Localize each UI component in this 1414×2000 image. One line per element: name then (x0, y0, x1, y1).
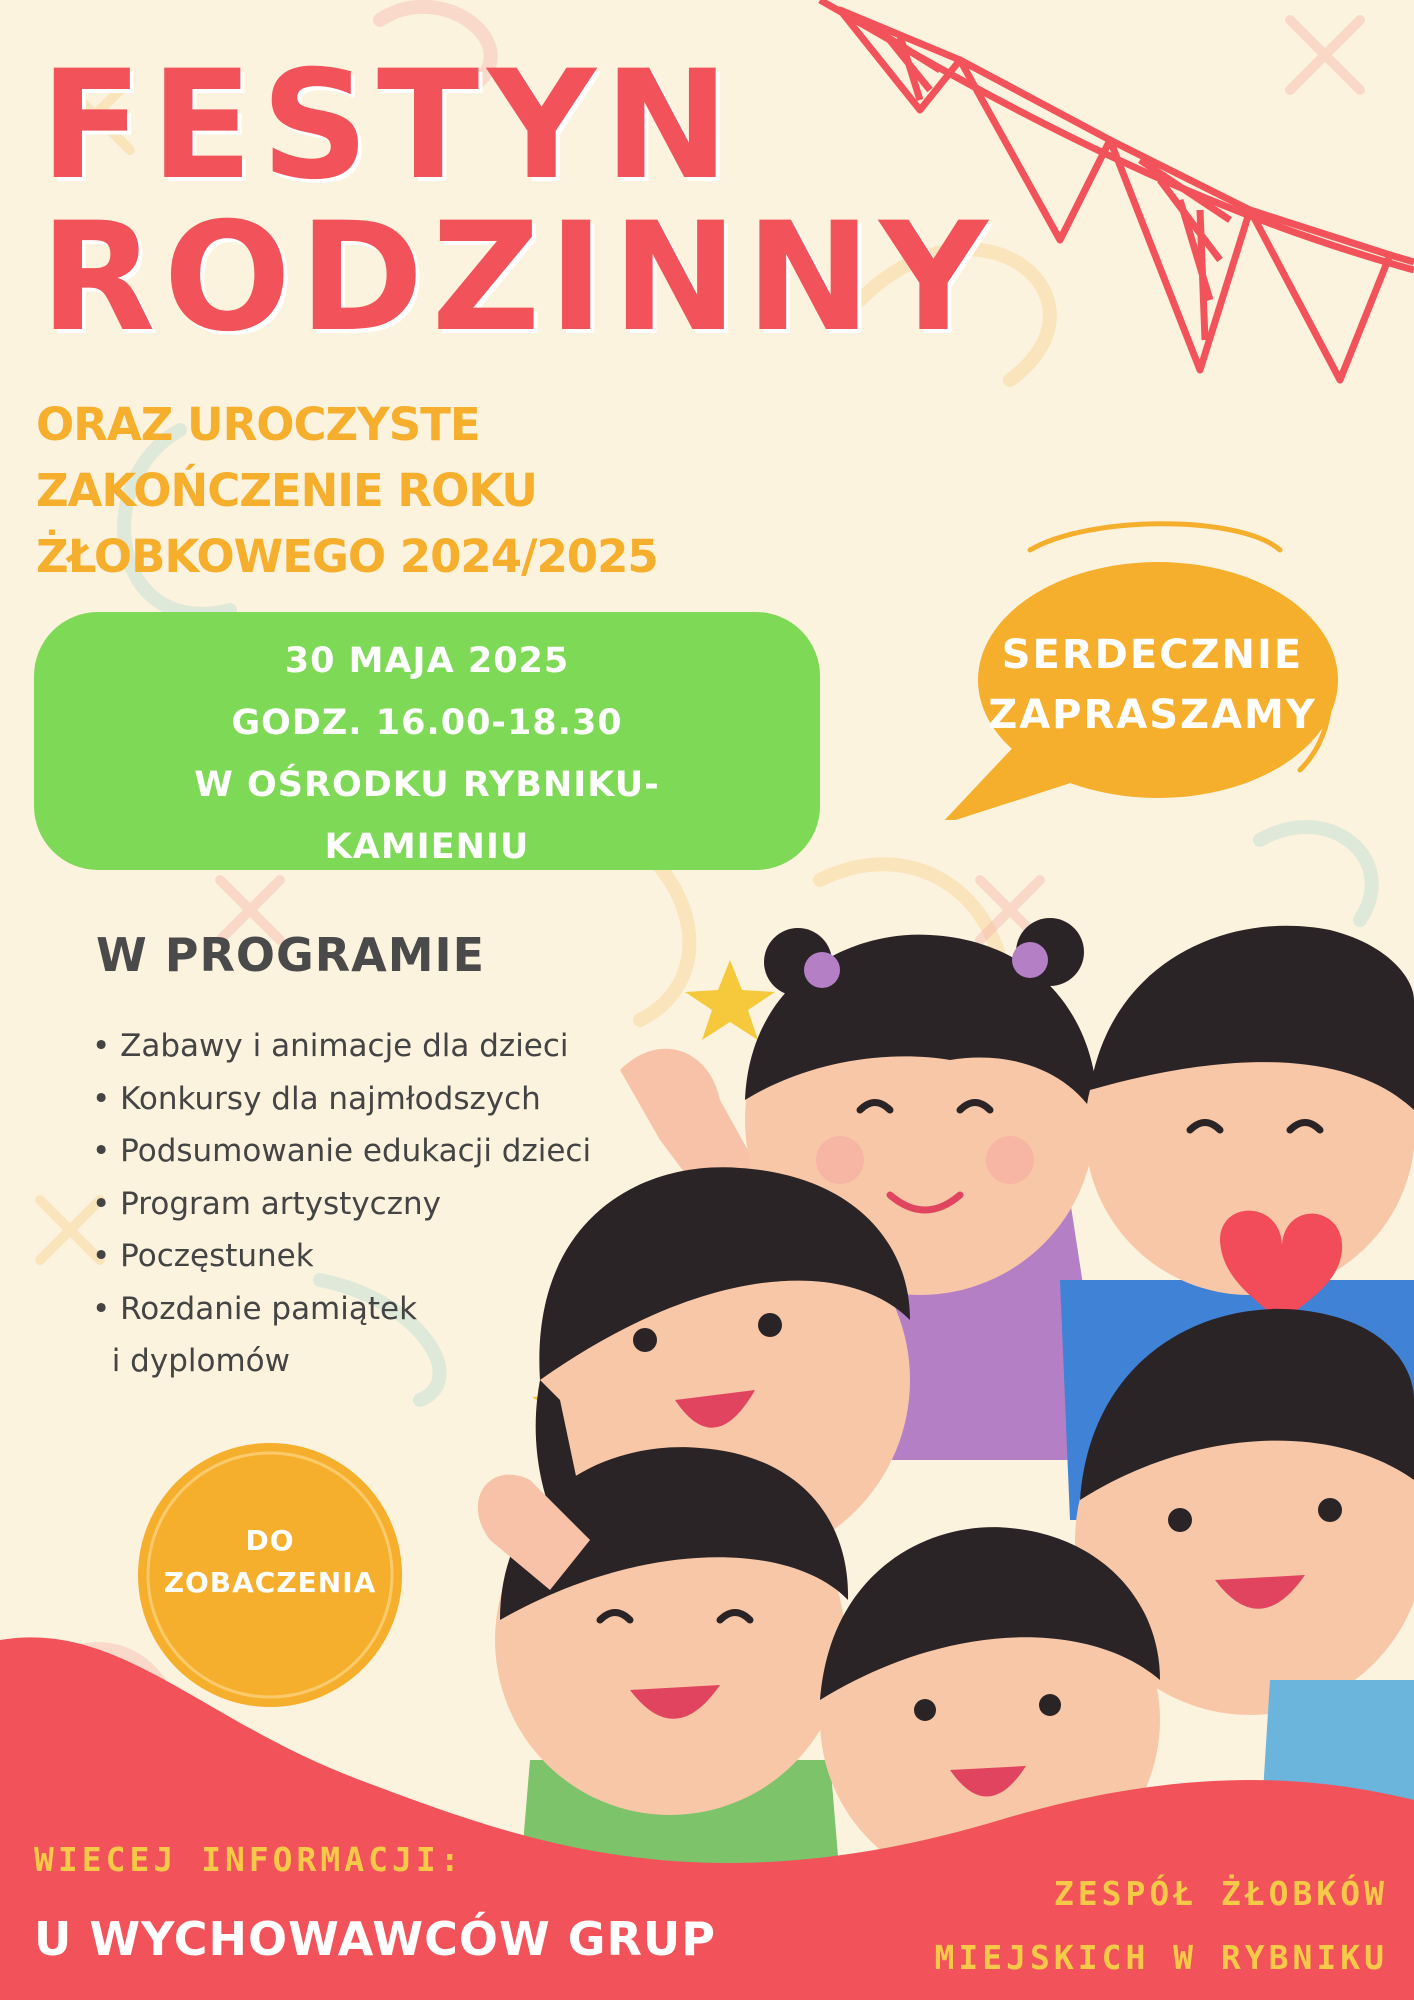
list-item: • Konkursy dla najmłodszych (92, 1080, 541, 1117)
invitation-text (975, 625, 1330, 745)
event-subtitle-line1: ORAZ UROCZYSTE (36, 398, 480, 451)
event-place-line2: KAMIENIU (324, 827, 530, 867)
event-subtitle-line2: ZAKOŃCZENIE ROKU (36, 464, 537, 517)
farewell-line2: ZOBACZENIA (163, 1566, 377, 1599)
program-title: W PROGRAMIE (96, 928, 486, 982)
event-title-line1: FESTYN (40, 39, 738, 213)
invitation-line2: ZAPRASZAMY (988, 692, 1317, 738)
event-title-line2: RODZINNY (40, 191, 996, 365)
list-item: • Program artystyczny (92, 1185, 441, 1222)
more-info-label: WIECEJ INFORMACJI: (34, 1840, 464, 1879)
farewell-text (125, 1520, 415, 1604)
event-date: 30 MAJA 2025 (284, 641, 570, 681)
star-icon (685, 960, 775, 1040)
event-time: GODZ. 16.00-18.30 (231, 703, 623, 743)
list-item: • Podsumowanie edukacji dzieci (92, 1133, 592, 1169)
event-subtitle (36, 392, 756, 590)
farewell-line1: DO (245, 1524, 295, 1557)
list-item: i dyplomów (92, 1343, 290, 1379)
list-item: • Zabawy i animacje dla dzieci (92, 1028, 569, 1064)
list-item: • Rozdanie pamiątek (92, 1290, 418, 1327)
organizer-name (935, 1862, 1389, 1990)
list-item: • Poczęstunek (92, 1238, 314, 1274)
event-place-line1: W OŚRODKU RYBNIKU- (194, 765, 660, 805)
organizer-line2: MIEJSKICH W RYBNIKU (934, 1938, 1388, 1977)
invitation-line1: SERDECZNIE (1001, 632, 1304, 678)
event-details-box (34, 612, 820, 870)
organizer-line1: ZESPÓŁ ŻŁOBKÓW (1053, 1874, 1388, 1913)
event-subtitle-line3: ŻŁOBKOWEGO 2024/2025 (36, 530, 658, 583)
more-info-value: U WYCHOWAWCÓW GRUP (34, 1912, 716, 1966)
event-title (40, 39, 996, 365)
